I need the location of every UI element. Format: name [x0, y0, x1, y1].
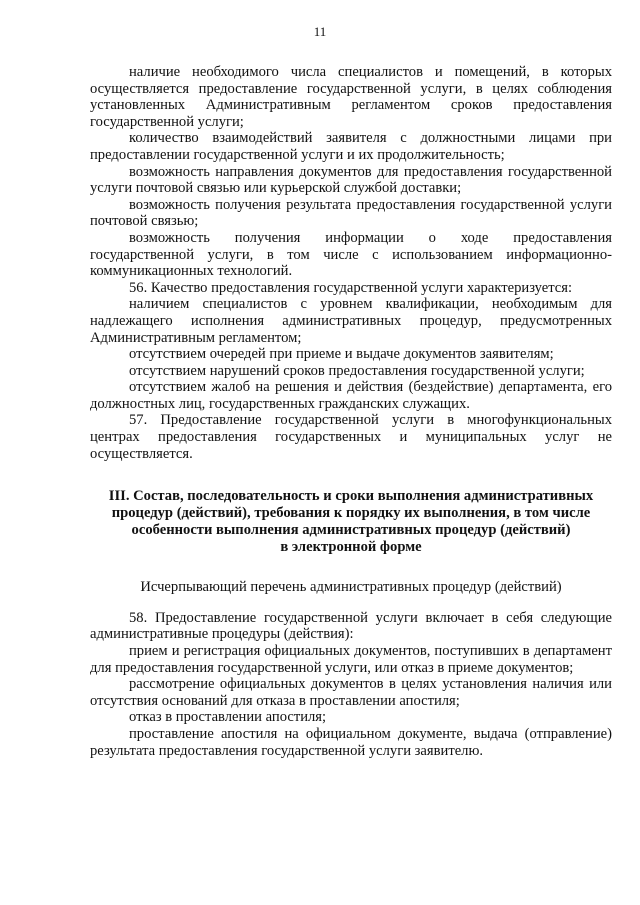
paragraph: прием и регистрация официальных документов, поступивших в департамент для предоставления государственной услуги, или отказ в приеме документов; — [90, 643, 612, 676]
paragraph: рассмотрение официальных документов в целях установления наличия или отсутствия оснований для отказа в проставлении апостиля; — [90, 676, 612, 709]
section-heading-line: в электронной форме — [280, 539, 422, 556]
paragraph: возможность направления документов для предоставления государственной услуги почтовой связью или курьерской службой доставки; — [90, 163, 612, 197]
paragraph-56: 56. Качество предоставления государственной услуги характеризуется: — [129, 279, 573, 296]
paragraph-58: 58. Предоставление государственной услуги включает в себя следующие административные процедуры (действия): — [90, 609, 612, 643]
section-heading — [90, 488, 612, 556]
paragraph: отказ в проставлении апостиля; — [129, 709, 327, 726]
paragraph: возможность получения информации о ходе предоставления государственной услуги, в том числе с использованием информационно-коммуникационных технологий. — [90, 229, 612, 280]
paragraph-57: 57. Предоставление государственной услуги в многофункциональных центрах предоставления государственных и муниципальных услуг не осуществляется. — [90, 412, 612, 462]
page-number: 11 — [313, 24, 327, 39]
paragraph: отсутствием нарушений сроков предоставления государственной услуги; — [129, 362, 585, 379]
section-heading-line: процедур (действий), требования к порядку их выполнения, в том числе — [111, 505, 591, 522]
section-heading-line: III. Состав, последовательность и сроки выполнения административных — [108, 488, 594, 505]
section-heading-line: особенности выполнения административных процедур (действий) — [131, 522, 571, 539]
paragraph: количество взаимодействий заявителя с должностными лицами при предоставлении государственной услуги и их продолжительность; — [90, 130, 612, 163]
document-body — [90, 64, 612, 759]
paragraph: возможность получения результата предоставления государственной услуги почтовой связью; — [90, 196, 612, 230]
subsection-heading: Исчерпывающий перечень административных процедур (действий) — [140, 579, 562, 596]
paragraph: наличием специалистов с уровнем квалификации, необходимым для надлежащего исполнения административных процедур, предусмотренных Административным регламентом; — [90, 296, 612, 346]
paragraph: отсутствием очередей при приеме и выдаче документов заявителям; — [129, 346, 554, 363]
paragraph: наличие необходимого числа специалистов и помещений, в которых осуществляется предоставление государственной услуги, в целях соблюдения установленных Административным регламентом сроков предоставления государственной услуги; — [90, 64, 612, 130]
paragraph: отсутствием жалоб на решения и действия (бездействие) департамента, его должностных лиц, государственных гражданских служащих. — [90, 379, 612, 412]
paragraph: проставление апостиля на официальном документе, выдача (отправление) результата предоставления государственной услуги заявителю. — [90, 726, 612, 759]
